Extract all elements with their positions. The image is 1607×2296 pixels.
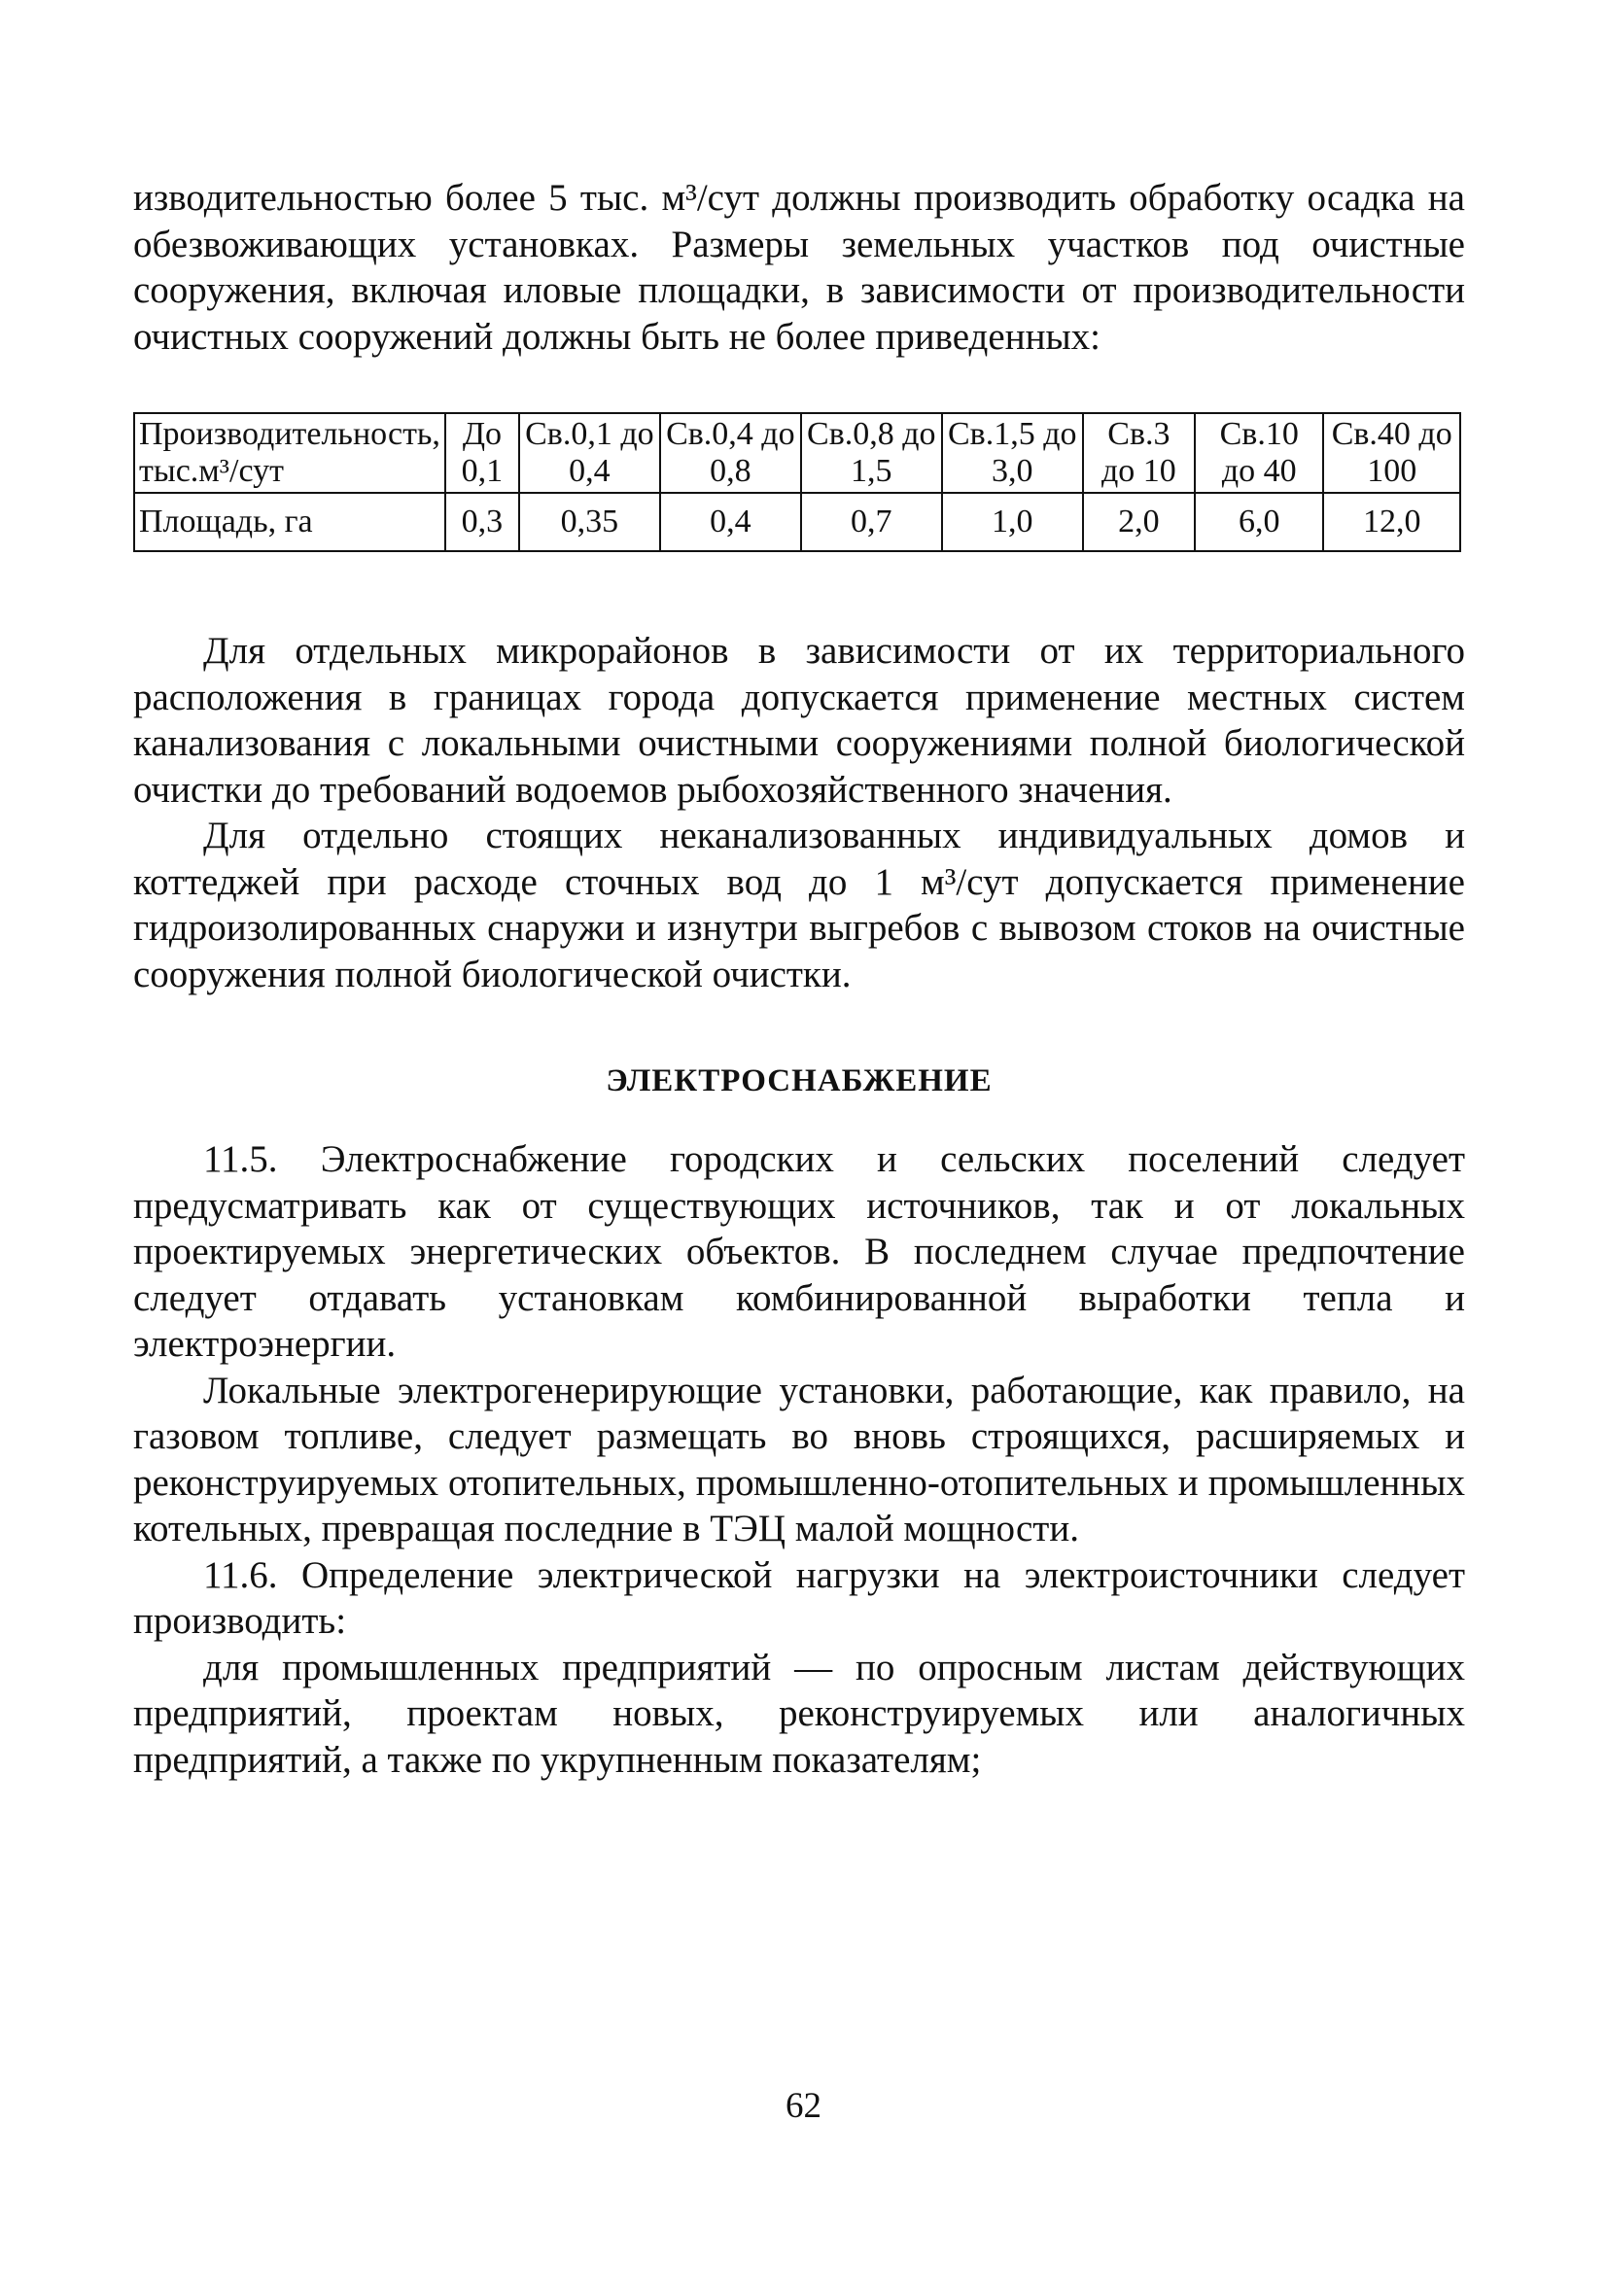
table-cell: 0,7 [801, 493, 942, 551]
table-row-label: Площадь, га [134, 493, 445, 551]
table-cell: 1,0 [942, 493, 1083, 551]
industry-paragraph: для промышленных предприятий — по опросным листам действующих предприятий, проектам новых, реконструируемых или аналогичных предприятий, а также по укрупненным показателям; [133, 1646, 1465, 1781]
microdistrict-paragraph: Для отдельных микрорайонов в зависимости от их территориального расположения в границах города допускается применение местных систем канализования с локальными очистными сооружениями полной биологической очистки до требований водоемов рыбохозяйственного значения. [133, 630, 1465, 811]
houses-paragraph: Для отдельно стоящих неканализованных индивидуальных домов и коттеджей при расходе сточных вод до 1 м³/сут допускается применение гидроизолированных снаружи и изнутри выгребов с вывозом стоков на очистные сооружения полной биологической очистки. [133, 815, 1465, 995]
page-body [133, 175, 1465, 1783]
page-number: 62 [786, 2086, 821, 2126]
section-heading: ЭЛЕКТРОСНАБЖЕНИЕ [606, 1063, 993, 1098]
table-cell: 6,0 [1195, 493, 1323, 551]
table-cell: 12,0 [1323, 493, 1460, 551]
clause-11-6-paragraph: 11.6. Определение электрической нагрузки на электроисточники следует производить: [133, 1553, 1465, 1642]
table-col-7: Св.40 до 100 [1323, 413, 1460, 493]
table-cell: 0,35 [519, 493, 660, 551]
clause-11-5-paragraph: 11.5. Электроснабжение городских и сельских поселений следует предусматривать как от существующих источников, так и от локальных проектируемых энергетических объектов. В последнем случае предпочтение следует отдавать установкам комбинированной выработки тепла и электроэнергии. [133, 1138, 1465, 1365]
table-col-3: Св.0,8 до 1,5 [801, 413, 942, 493]
table-col-1: Св.0,1 до 0,4 [519, 413, 660, 493]
table-col-6: Св.10 до 40 [1195, 413, 1323, 493]
local-generation-paragraph: Локальные электрогенерирующие установки, работающие, как правило, на газовом топливе, следует размещать во вновь строящихся, расширяемых и реконструируемых отопительных, промышленно-отопительных и промышленных котельных, превращая последние в ТЭЦ малой мощности. [133, 1369, 1465, 1549]
land-area-table [133, 412, 1461, 552]
intro-paragraph: изводительностью более 5 тыс. м³/сут должны производить обработку осадка на обезвоживающих установках. Размеры земельных участков под очистные сооружения, включая иловые площадки, в зависимости от производительности очистных сооружений должны быть не более приведенных: [133, 177, 1465, 358]
table-header-row [134, 413, 1460, 493]
table-header-label: Производительность, тыс.м³/сут [134, 413, 445, 493]
table-col-4: Св.1,5 до 3,0 [942, 413, 1083, 493]
table-col-0: До 0,1 [445, 413, 519, 493]
table-cell: 0,4 [660, 493, 801, 551]
table-col-2: Св.0,4 до 0,8 [660, 413, 801, 493]
land-area-table-wrapper [133, 412, 1465, 552]
table-col-5: Св.3 до 10 [1083, 413, 1195, 493]
table-cell: 2,0 [1083, 493, 1195, 551]
table-row [134, 493, 1460, 551]
table-cell: 0,3 [445, 493, 519, 551]
